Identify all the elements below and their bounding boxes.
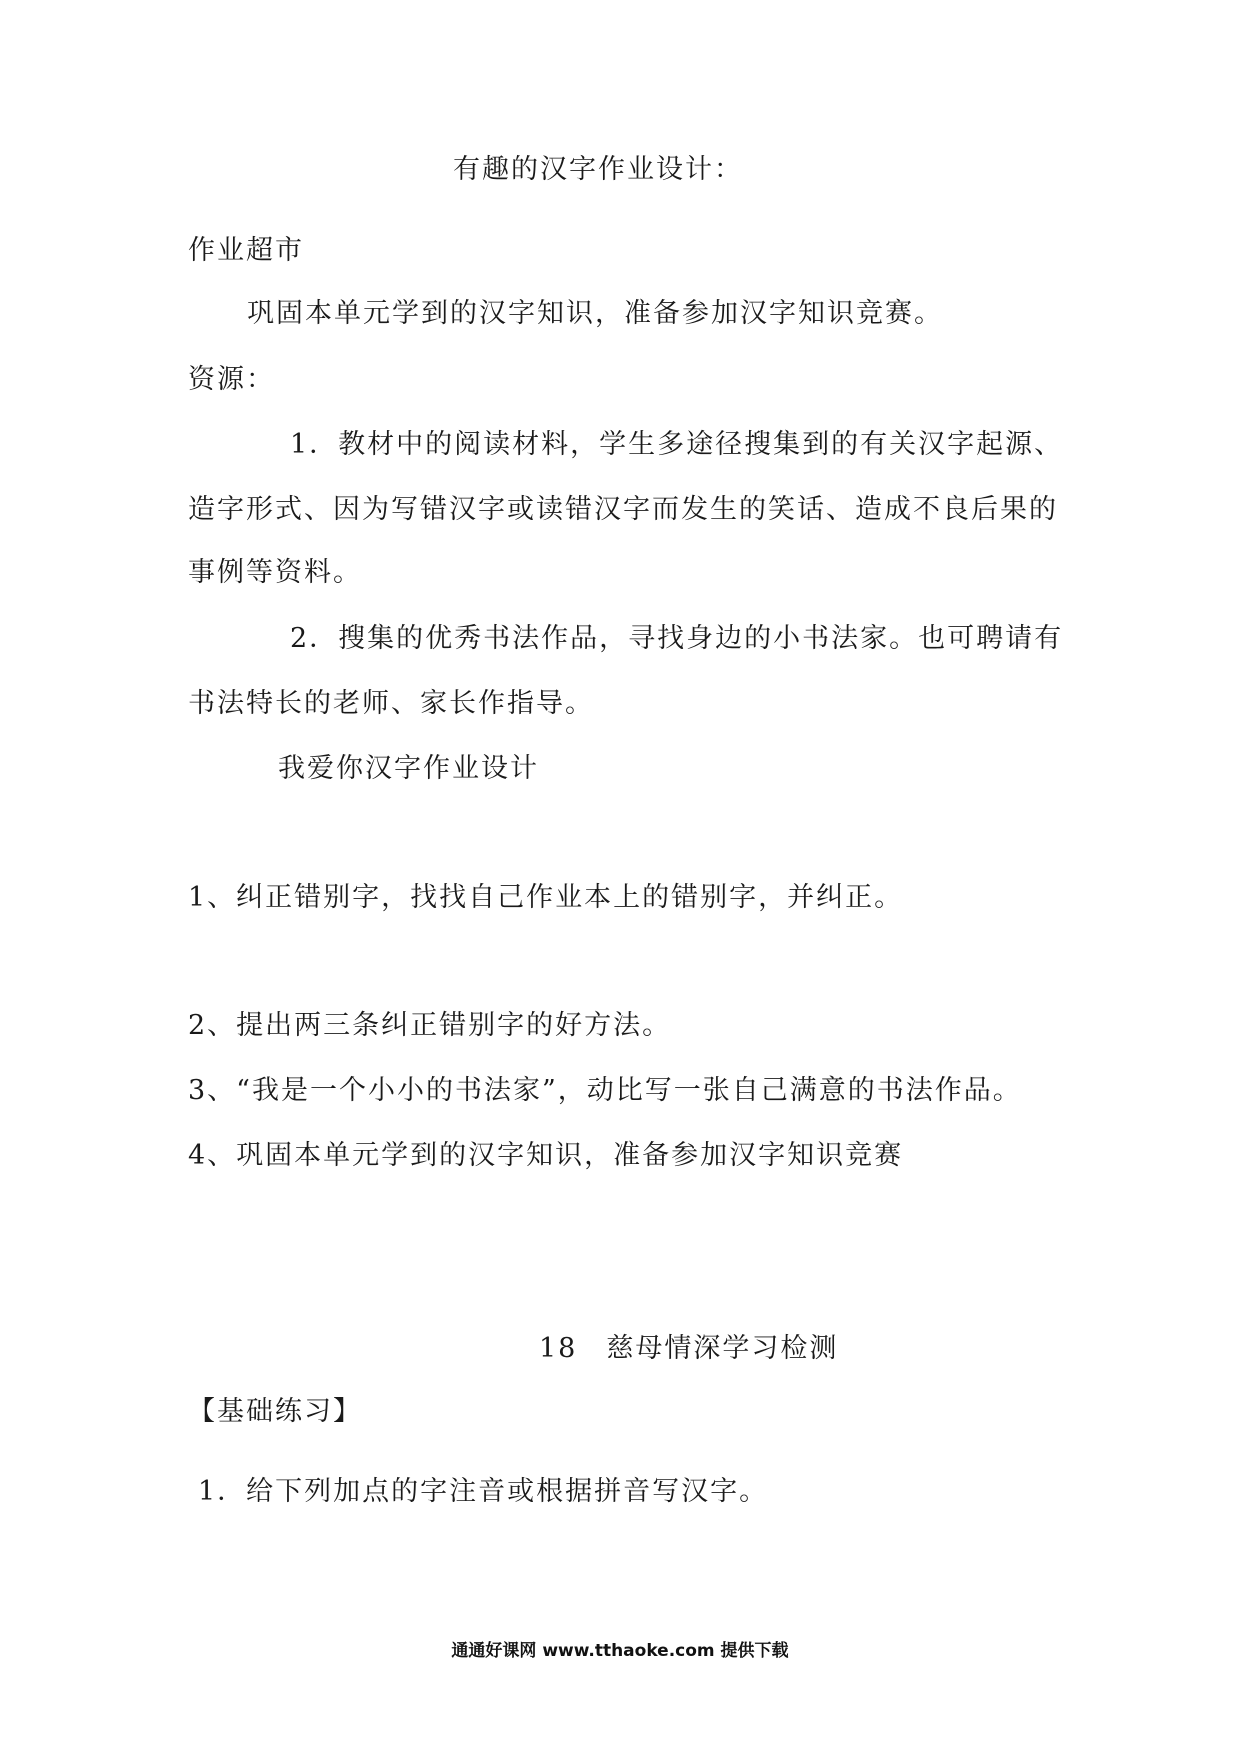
lesson-title: 18 慈母情深学习检测 — [539, 1333, 839, 1364]
doc-title: 有趣的汉字作业设计： — [453, 154, 743, 185]
question-1: 1．给下列加点的字注音或根据拼音写汉字。 — [198, 1476, 769, 1507]
subtitle-love-chinese: 我爱你汉字作业设计 — [278, 753, 539, 784]
resource-1-line-2: 造字形式、因为写错汉字或读错汉字而发生的笑话、造成不良后果的 — [188, 494, 1058, 525]
task-item-4: 4、巩固本单元学到的汉字知识，准备参加汉字知识竞赛 — [188, 1140, 904, 1171]
section-homework-market: 作业超市 — [188, 235, 304, 266]
resource-1-line-1: 1．教材中的阅读材料，学生多途径搜集到的有关汉字起源、 — [290, 429, 1064, 460]
task-item-2: 2、提出两三条纠正错别字的好方法。 — [188, 1010, 672, 1041]
resource-1-line-3: 事例等资料。 — [188, 557, 362, 588]
resource-2-line-1: 2．搜集的优秀书法作品，寻找身边的小书法家。也可聘请有 — [290, 623, 1064, 654]
resources-label: 资源： — [188, 364, 275, 395]
goal-paragraph: 巩固本单元学到的汉字知识，准备参加汉字知识竞赛。 — [247, 298, 943, 329]
footer-watermark: 通通好课网 www.tthaoke.com 提供下载 — [451, 1641, 789, 1661]
task-item-1: 1、纠正错别字，找找自己作业本上的错别字，并纠正。 — [188, 882, 904, 913]
task-item-3: 3、“我是一个小小的书法家”，动比写一张自己满意的书法作品。 — [188, 1075, 1022, 1106]
basic-practice-heading: 【基础练习】 — [188, 1396, 362, 1427]
resource-2-line-2: 书法特长的老师、家长作指导。 — [188, 688, 594, 719]
